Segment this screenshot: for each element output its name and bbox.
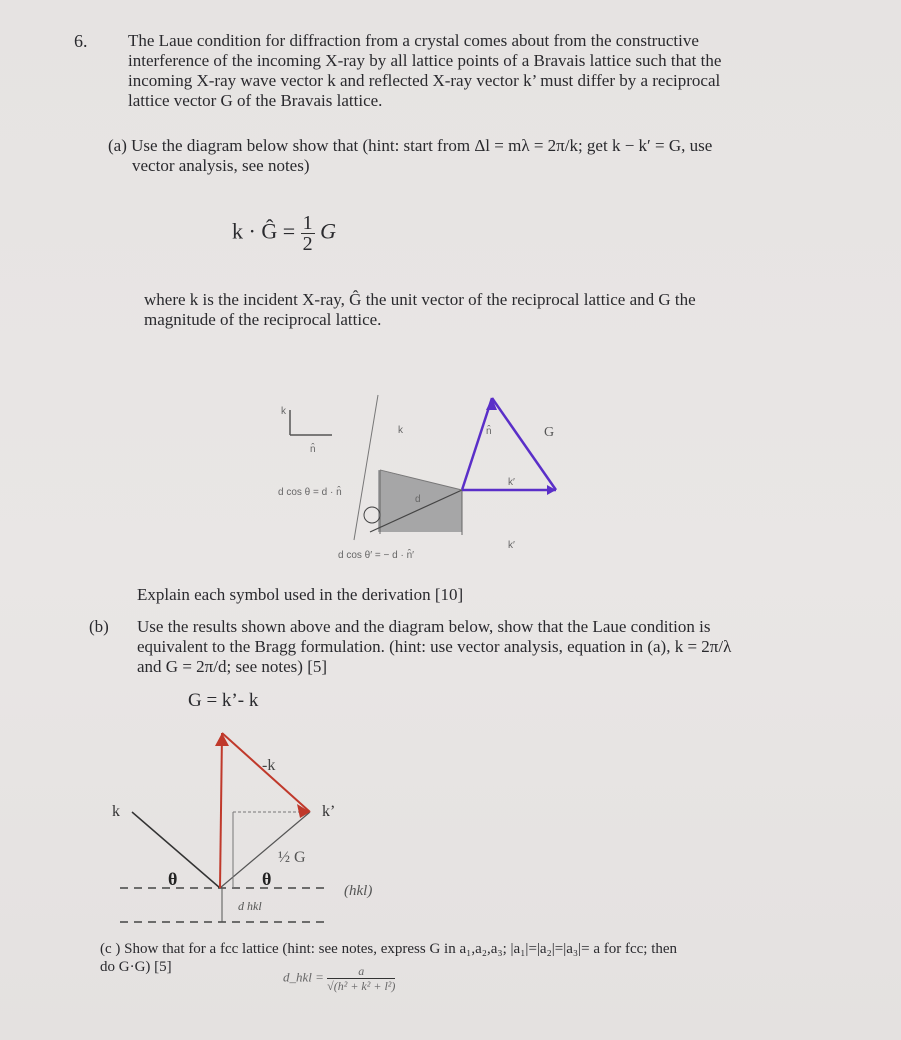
diagram-k-right-label: k <box>398 425 403 436</box>
equation-rhs: G <box>320 218 337 244</box>
diagram-k-left-label: k <box>281 406 286 417</box>
diagram-kprime-label-1: k′ <box>508 477 515 488</box>
intro-line-2: interference of the incoming X-ray by all lattice points of a Bravais lattice such that the <box>128 51 722 70</box>
equation-frac-den: 2 <box>302 233 313 255</box>
where-line-1: where k is the incident X-ray, Ĝ the unit vector of the reciprocal lattice and G the <box>144 290 696 309</box>
equation-frac-num: 1 <box>302 212 313 234</box>
intro-line-4: lattice vector G of the Bravais lattice. <box>128 91 383 110</box>
part-c-line-1: (c ) Show that for a fcc lattice (hint: see notes, express G in a₁,a₂,a₃; |a₁|=|a₂|=|a₃|= a for fcc; then <box>100 941 678 957</box>
part-b-line-3: and G = 2π/d; see notes) [5] <box>137 657 328 676</box>
bragg-minus-k-label: -k <box>262 757 276 774</box>
part-b-label: (b) <box>89 617 109 636</box>
part-b-line-2: equivalent to the Bragg formulation. (hint: use vector analysis, equation in (a), k = 2π/λ <box>137 637 732 656</box>
diagram-G-label: G <box>544 425 555 440</box>
bragg-theta-right: θ <box>262 869 272 889</box>
part-b-line-1: Use the results shown above and the diagram below, show that the Laue condition is <box>137 617 711 636</box>
bragg-half-g-label: ½ G <box>278 849 306 866</box>
bragg-k-label: k <box>112 803 120 820</box>
intro-line-3: incoming X-ray wave vector k and reflected X-ray vector k’ must differ by a reciprocal <box>128 71 721 90</box>
equation-lhs: k · Ĝ = <box>232 218 296 244</box>
equation-dhkl <box>283 964 395 993</box>
diagram-d-label: d <box>415 494 421 505</box>
bragg-dhkl-label: d hkl <box>238 899 262 913</box>
question-number: 6. <box>74 31 88 51</box>
diagram-kprime-label-2: k′ <box>508 540 515 551</box>
equation-dhkl-den: √(h² + k² + l²) <box>327 979 396 993</box>
part-c-text <box>100 940 820 976</box>
equation-dhkl-fraction <box>327 964 395 993</box>
equation-g-k: G = k’- k <box>188 690 259 711</box>
intro-line-1: The Laue condition for diffraction from a crystal comes about from the constructive <box>128 31 699 50</box>
bragg-hkl-label: (hkl) <box>344 883 373 899</box>
part-a-label: (a) <box>108 136 127 155</box>
diagram-n-label: n̂ <box>310 444 316 455</box>
bragg-kprime-label: k’ <box>322 803 336 820</box>
bragg-arrowhead-top <box>215 733 229 746</box>
diagram-caption-left: d cos θ = d · n̂ <box>278 487 342 498</box>
part-a-explain: Explain each symbol used in the derivation [10] <box>137 585 464 604</box>
where-line-2: magnitude of the reciprocal lattice. <box>144 310 382 329</box>
bragg-minus-k-line <box>220 733 222 888</box>
equation-dhkl-lhs: d_hkl = <box>283 969 324 985</box>
part-a-line-2: vector analysis, see notes) <box>132 156 310 175</box>
part-a-line-1: Use the diagram below show that (hint: start from Δl = mλ = 2π/k; get k − k′ = G, use <box>131 136 713 155</box>
equation-dhkl-num: a <box>327 964 395 979</box>
part-c-line-2: do G·G) [5] <box>100 959 172 975</box>
diagram-nhat-top-label: n̂ <box>486 426 492 437</box>
bragg-theta-left: θ <box>168 869 178 889</box>
diagram-caption-bottom: d cos θ′ = − d · n̂′ <box>338 550 415 561</box>
